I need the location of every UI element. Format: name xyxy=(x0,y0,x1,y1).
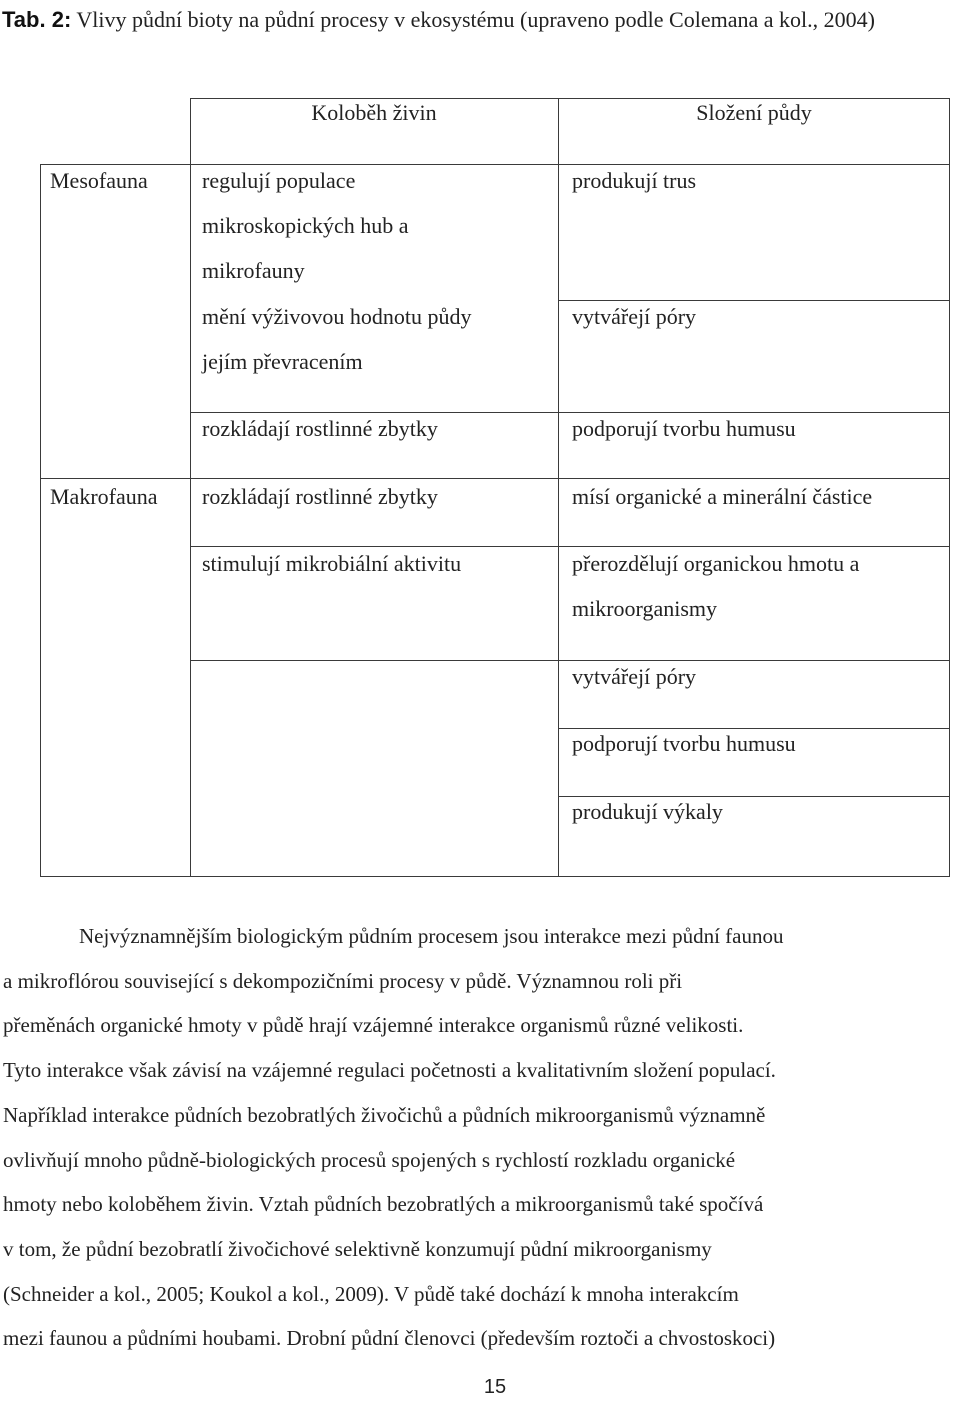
paragraph-line: (Schneider a kol., 2005; Koukol a kol., 2009). V půdě také dochází k mnoha interakcím xyxy=(3,1281,739,1306)
cell-line: přerozdělují organickou hmotu a xyxy=(572,551,860,576)
body-paragraph xyxy=(3,914,957,1361)
cell-nutrient-cycling xyxy=(202,406,438,451)
cell-nutrient-cycling xyxy=(202,294,471,384)
header-nutrient-cycling: Koloběh živin xyxy=(311,100,437,125)
paragraph-line: Nejvýznamnějším biologickým půdním procesem jsou interakce mezi půdní faunou xyxy=(79,924,784,948)
table-rule-col2 xyxy=(558,98,559,877)
cell-line: rozkládají rostlinné zbytky xyxy=(202,484,438,509)
cell-line: regulují populace xyxy=(202,168,356,193)
cell-soil-composition xyxy=(572,789,723,834)
group-label-mesofauna: Mesofauna xyxy=(50,168,148,193)
paragraph-line: přeměnách organické hmoty v půdě hrají vzájemné interakce organismů různé velikosti. xyxy=(3,1013,744,1038)
cell-soil-composition xyxy=(572,294,696,339)
table-rule-col1 xyxy=(190,98,191,877)
paragraph-line: hmoty nebo koloběhem živin. Vztah půdních bezobratlých a mikroorganismů také spočívá xyxy=(3,1192,764,1217)
cell-line: mikrofauny xyxy=(202,258,305,283)
cell-line: mění výživovou hodnotu půdy xyxy=(202,304,472,329)
cell-nutrient-cycling xyxy=(202,541,461,586)
cell-line: stimulují mikrobiální aktivitu xyxy=(202,551,462,576)
cell-line: mikroorganismy xyxy=(572,596,718,621)
cell-line: podporují tvorbu humusu xyxy=(572,416,796,441)
cell-soil-composition xyxy=(572,158,696,203)
cell-soil-composition xyxy=(572,541,859,631)
paragraph-line: Například interakce půdních bezobratlých živočichů a půdních mikroorganismů významně xyxy=(3,1102,766,1127)
table-rule-right xyxy=(949,98,950,877)
cell-soil-composition xyxy=(572,406,796,451)
paragraph-line: v tom, že půdní bezobratlí živočichové selektivně konzumují půdní mikroorganismy xyxy=(3,1236,712,1261)
paragraph-line: a mikroflórou související s dekompozičními procesy v půdě. Významnou roli při xyxy=(3,968,683,993)
paragraph-line: ovlivňují mnoho půdně-biologických procesů spojených s rychlostí rozkladu organické xyxy=(3,1147,736,1172)
cell-line: vytvářejí póry xyxy=(572,304,697,329)
header-soil-composition: Složení půdy xyxy=(696,100,812,125)
paragraph-line: Tyto interakce však závisí na vzájemné regulaci početnosti a kvalitativním složení populací. xyxy=(3,1058,776,1083)
paragraph-line: mezi faunou a půdními houbami. Drobní půdní členovci (především roztoči a chvostoskoci) xyxy=(3,1326,776,1351)
table-caption-label: Tab. 2: xyxy=(2,7,72,32)
group-label-makrofauna: Makrofauna xyxy=(50,484,158,509)
cell-line: jejím převracením xyxy=(202,349,363,374)
cell-line: produkují výkaly xyxy=(572,799,723,824)
cell-nutrient-cycling xyxy=(202,474,438,519)
cell-line: vytvářejí póry xyxy=(572,664,697,689)
page-number: 15 xyxy=(483,1376,507,1398)
cell-line: produkují trus xyxy=(572,168,697,193)
table-rule-left xyxy=(40,164,41,877)
cell-nutrient-cycling xyxy=(202,158,409,293)
table-rule-header xyxy=(40,164,950,165)
cell-line: mísí organické a minerální částice xyxy=(572,484,873,509)
cell-line: rozkládají rostlinné zbytky xyxy=(202,416,438,441)
cell-soil-composition xyxy=(572,721,796,766)
cell-soil-composition xyxy=(572,474,872,519)
cell-line: podporují tvorbu humusu xyxy=(572,731,796,756)
table-rule-row xyxy=(190,660,950,661)
cell-line: mikroskopických hub a xyxy=(202,213,409,238)
table-rule-bottom xyxy=(40,876,950,877)
cell-soil-composition xyxy=(572,654,696,699)
table-caption-text: Vlivy půdní bioty na půdní procesy v ekosystému (upraveno podle Colemana a kol., 2004) xyxy=(71,7,875,32)
